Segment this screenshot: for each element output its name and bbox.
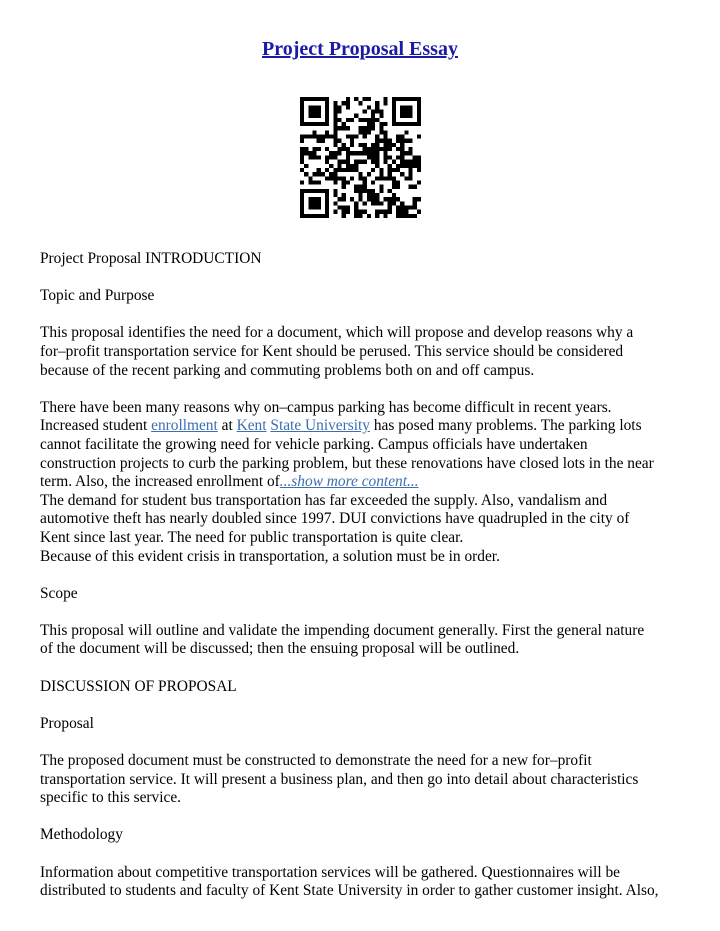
text-line bbox=[40, 417, 688, 436]
text-line: Kent since last year. The need for public transportation is quite clear. bbox=[40, 528, 464, 546]
text-line: specific to this service. bbox=[40, 789, 182, 807]
text-line: distributed to students and faculty of Kent State University in order to gather customer insight. Also, bbox=[40, 882, 659, 900]
topic-paragraph bbox=[40, 324, 688, 380]
text-line: Information about competitive transportation services will be gathered. Questionnaires will be bbox=[40, 863, 620, 881]
text-line: The demand for student bus transportation has far exceeded the supply. Also, vandalism and bbox=[40, 491, 608, 509]
methodology-paragraph bbox=[40, 864, 688, 901]
essay-body bbox=[40, 250, 688, 919]
methodology-heading: Methodology bbox=[40, 826, 123, 844]
scope-paragraph bbox=[40, 622, 688, 659]
text-line: of the document will be discussed; then the ensuing proposal will be outlined. bbox=[40, 640, 520, 658]
text-run: Increased student bbox=[40, 417, 152, 435]
proposal-heading: Proposal bbox=[40, 714, 94, 732]
topic-heading: Topic and Purpose bbox=[40, 287, 155, 305]
text-line: The proposed document must be constructed to demonstrate the need for a new for–profit bbox=[40, 752, 592, 770]
text-line: automotive theft has nearly doubled since 1997. DUI convictions have quadrupled in the city of bbox=[40, 510, 630, 528]
text-run: has posed many problems. The parking lots bbox=[370, 417, 642, 435]
scope-heading: Scope bbox=[40, 584, 78, 602]
text-line: construction projects to curb the parking problem, but these renovations have closed lots in the near bbox=[40, 454, 654, 472]
show-more-link[interactable]: ...show more content... bbox=[279, 473, 419, 491]
discussion-heading: DISCUSSION OF PROPOSAL bbox=[40, 677, 237, 695]
crisis-paragraph: Because of this evident crisis in transportation, a solution must be in order. bbox=[40, 547, 500, 565]
parking-paragraph bbox=[40, 399, 688, 492]
text-run: term. Also, the increased enrollment of bbox=[40, 473, 280, 491]
demand-paragraph bbox=[40, 492, 688, 548]
text-line: cannot facilitate the growing need for vehicle parking. Campus officials have undertaken bbox=[40, 435, 588, 453]
proposal-paragraph bbox=[40, 752, 688, 808]
text-run: at bbox=[217, 417, 237, 435]
qr-code-icon bbox=[300, 97, 421, 218]
text-line: This proposal identifies the need for a document, which will propose and develop reasons why a bbox=[40, 324, 634, 342]
text-line bbox=[40, 473, 688, 492]
page-title[interactable]: Project Proposal Essay bbox=[262, 38, 458, 60]
text-line: There have been many reasons why on–campus parking has become difficult in recent years. bbox=[40, 398, 612, 416]
text-line: because of the recent parking and commuting problems both on and off campus. bbox=[40, 361, 535, 379]
intro-heading: Project Proposal INTRODUCTION bbox=[40, 250, 262, 267]
text-line: for–profit transportation service for Kent should be perused. This service should be considered bbox=[40, 342, 624, 360]
text-line: transportation service. It will present a business plan, and then go into detail about characteristics bbox=[40, 770, 639, 788]
text-line: This proposal will outline and validate the impending document generally. First the general nature bbox=[40, 621, 645, 639]
enrollment-link[interactable]: enrollment bbox=[151, 417, 218, 435]
state-university-link[interactable]: State University bbox=[270, 417, 370, 435]
kent-link[interactable]: Kent bbox=[236, 417, 267, 435]
